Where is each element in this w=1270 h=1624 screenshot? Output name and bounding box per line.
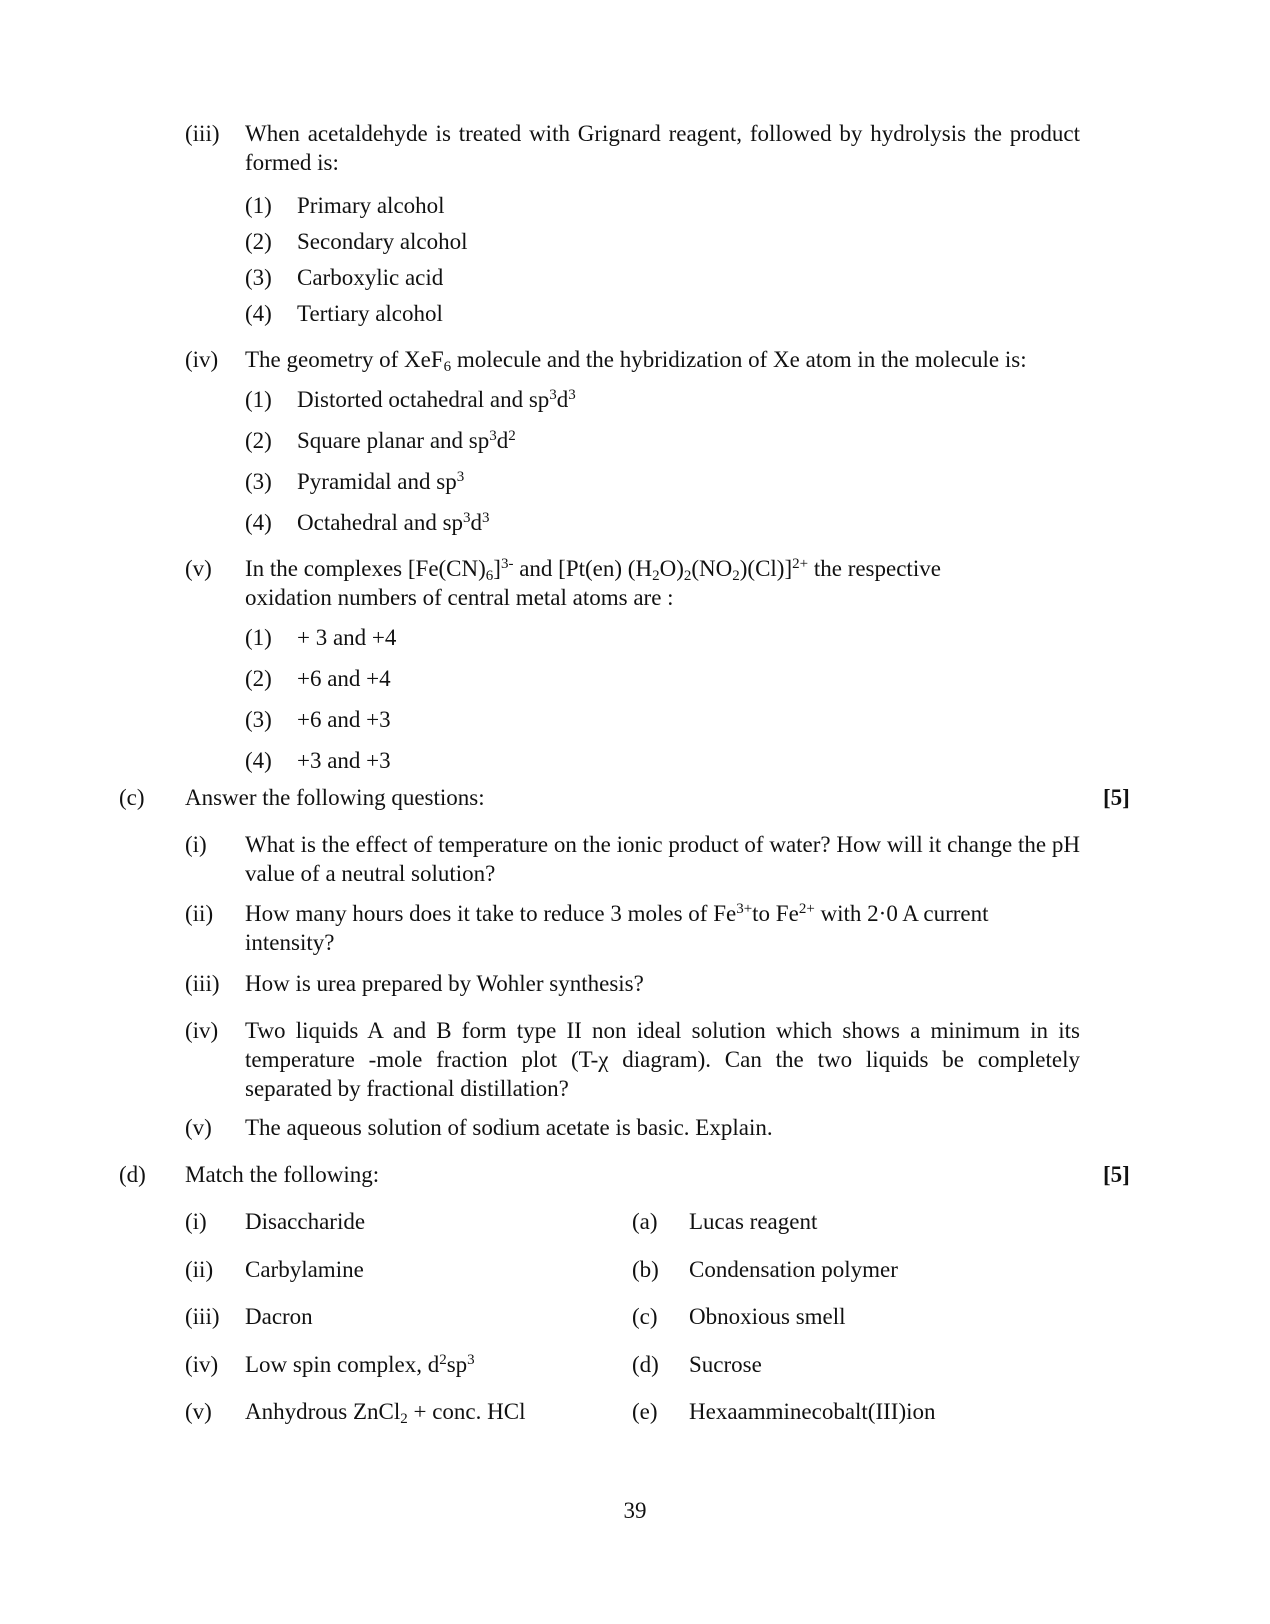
match-right-letter: (a) [632, 1209, 658, 1234]
match-right-text: Condensation polymer [689, 1257, 898, 1282]
option-text: Tertiary alcohol [297, 301, 443, 326]
option-number: (3) [245, 707, 272, 732]
option-number: (4) [245, 510, 272, 535]
option-number: (4) [245, 748, 272, 773]
match-left-number: (iii) [185, 1304, 220, 1329]
option-text: Square planar and $sp^3d^2$ [297, 428, 516, 453]
question-number: (iv) [185, 1018, 219, 1043]
match-right-letter: (b) [632, 1257, 659, 1282]
option-number: (3) [245, 265, 272, 290]
match-left-text: Anhydrous ZnCl$_2$ + conc. HCl [245, 1399, 526, 1427]
match-right-letter: (d) [632, 1352, 659, 1377]
option-text: + 3 and +4 [297, 625, 397, 650]
question-number: (iii) [185, 971, 220, 996]
question-number: (v) [185, 1115, 212, 1140]
option-text: Secondary alcohol [297, 229, 468, 254]
section-title: Answer the following questions: [185, 785, 485, 810]
question-number: (iii) [185, 121, 220, 146]
option-text: +3 and +3 [297, 748, 391, 773]
question-text: What is the effect of temperature on the ionic product of water? How will it change the pH value of a neutral solution? [245, 832, 1080, 886]
option-text: Carboxylic acid [297, 265, 444, 290]
match-right-text: Obnoxious smell [689, 1304, 846, 1329]
match-right-letter: (e) [632, 1399, 658, 1424]
option-number: (1) [245, 193, 272, 218]
match-right-letter: (c) [632, 1304, 658, 1329]
option-number: (1) [245, 625, 272, 650]
option-number: (4) [245, 301, 272, 326]
option-text: +6 and +3 [297, 707, 391, 732]
question-number: (ii) [185, 901, 214, 926]
question-text: How many hours does it take to reduce 3 moles of $Fe^{3+}to$ $Fe^{2+}$ with 2·0 A current [245, 901, 989, 926]
option-text: Primary alcohol [297, 193, 445, 218]
match-left-number: (v) [185, 1399, 212, 1424]
question-number: (iv) [185, 347, 219, 372]
match-right-text: Hexaamminecobalt(III)ion [689, 1399, 936, 1424]
option-number: (2) [245, 229, 272, 254]
question-text: When acetaldehyde is treated with Grignard reagent, followed by hydrolysis the product formed is: [245, 121, 1080, 175]
option-number: (2) [245, 666, 272, 691]
question-number: (i) [185, 832, 207, 857]
option-text: Octahedral and $sp^3d^3$ [297, 510, 490, 535]
question-text: How is urea prepared by Wohler synthesis? [245, 971, 644, 996]
match-left-number: (iv) [185, 1352, 219, 1377]
page-number: 39 [623, 1498, 647, 1523]
question-text: Two liquids A and B form type II non ideal solution which shows a minimum in its temperature -mole fraction plot (T-χ diagram). Can the two liquids be completely separated by fractional distillation? [245, 1018, 1080, 1101]
match-left-number: (ii) [185, 1257, 214, 1282]
option-number: (3) [245, 469, 272, 494]
section-marks: [5] [1103, 785, 1130, 810]
question-text-line2: oxidation numbers of central metal atoms are : [245, 585, 674, 610]
option-text: +6 and +4 [297, 666, 391, 691]
match-left-text: Disaccharide [245, 1209, 366, 1234]
option-text: Pyramidal and $sp^3$ [297, 469, 465, 494]
match-left-number: (i) [185, 1209, 207, 1234]
match-right-text: Sucrose [689, 1352, 762, 1377]
section-title: Match the following: [185, 1162, 380, 1187]
section-number: (d) [119, 1162, 146, 1187]
option-number: (1) [245, 387, 272, 412]
question-text: The geometry of XeF$_6$ molecule and the hybridization of Xe atom in the molecule is: [245, 347, 1027, 375]
match-left-text: Dacron [245, 1304, 313, 1329]
question-text: The aqueous solution of sodium acetate is basic. Explain. [245, 1115, 773, 1140]
option-text: Distorted octahedral and $sp^3d^3$ [297, 387, 576, 412]
section-marks: [5] [1103, 1162, 1130, 1187]
match-left-text: Carbylamine [245, 1257, 364, 1282]
question-text-line2: intensity? [245, 930, 335, 955]
question-text: In the complexes $[Fe(CN)_6]^{3-}$ and [Pt(en) $(H_2O)_2(NO_2)(Cl)]^{2+}$ the respective [245, 556, 941, 584]
option-number: (2) [245, 428, 272, 453]
question-number: (v) [185, 556, 212, 581]
match-right-text: Lucas reagent [689, 1209, 818, 1234]
match-left-text: Low spin complex, $d^2sp^3$ [245, 1352, 475, 1377]
section-number: (c) [119, 785, 145, 810]
